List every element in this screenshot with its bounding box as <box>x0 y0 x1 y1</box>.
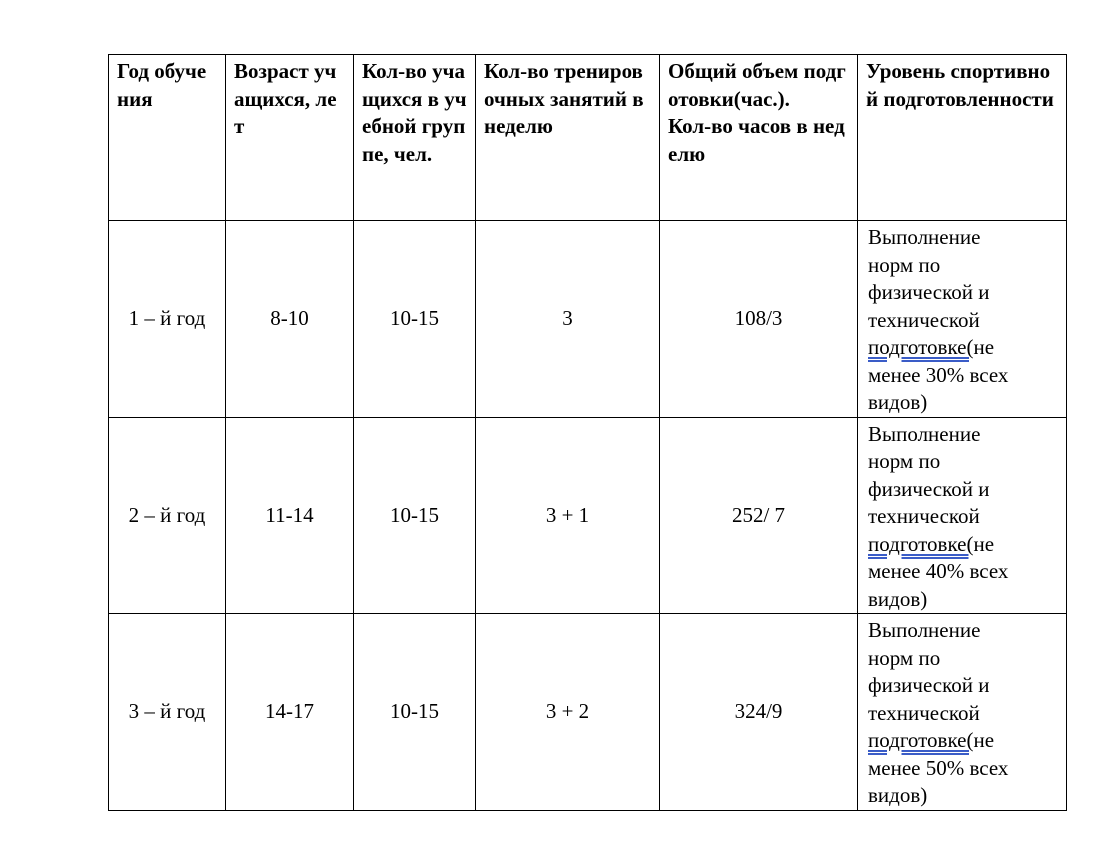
cell-hours: 108/3 <box>660 221 858 418</box>
level-line: менее 30% всех <box>868 362 1009 387</box>
header-students: Кол-во учащихся в учебной группе, чел. <box>354 55 476 221</box>
cell-level <box>858 221 1067 418</box>
cell-students: 10-15 <box>354 614 476 811</box>
cell-sessions: 3 + 1 <box>476 417 660 614</box>
cell-age: 8-10 <box>226 221 354 418</box>
table-row <box>109 614 1067 811</box>
header-hours: Общий объем подготовки(час.). Кол-во часов в неделю <box>660 55 858 221</box>
cell-students: 10-15 <box>354 417 476 614</box>
level-line: не <box>973 728 995 752</box>
level-line: технической <box>868 700 980 725</box>
spellcheck-underlined-word: подготовке( <box>868 531 974 556</box>
cell-year: 1 – й год <box>109 221 226 418</box>
level-line: Выполнение <box>868 225 981 249</box>
training-plan-table <box>108 54 1067 811</box>
table-row <box>109 221 1067 418</box>
level-line: норм по <box>868 645 941 670</box>
cell-age: 11-14 <box>226 417 354 614</box>
level-line: технической <box>868 504 980 528</box>
level-line: менее 40% всех <box>868 559 1009 583</box>
header-age: Возраст учащихся, лет <box>226 55 354 221</box>
level-line: Выполнение <box>868 421 981 446</box>
cell-level <box>858 417 1067 614</box>
level-line: норм по <box>868 449 941 473</box>
cell-students: 10-15 <box>354 221 476 418</box>
level-line: менее 50% всех <box>868 755 1009 780</box>
cell-hours: 324/9 <box>660 614 858 811</box>
header-year: Год обучения <box>109 55 226 221</box>
level-line: физической и <box>868 476 990 501</box>
level-line: технической <box>868 307 980 332</box>
spellcheck-underlined-word: подготовке( <box>868 728 974 752</box>
table-header-row <box>109 55 1067 221</box>
level-line: видов) <box>868 390 928 414</box>
level-line: не <box>973 335 995 359</box>
cell-year: 3 – й год <box>109 614 226 811</box>
cell-age: 14-17 <box>226 614 354 811</box>
cell-hours: 252/ 7 <box>660 417 858 614</box>
cell-year: 2 – й год <box>109 417 226 614</box>
level-line: видов) <box>868 783 928 807</box>
level-line: Выполнение <box>868 618 981 642</box>
header-sessions: Кол-во тренировочных занятий в неделю <box>476 55 660 221</box>
header-level: Уровень спортивной подготовленности <box>858 55 1067 221</box>
cell-sessions: 3 <box>476 221 660 418</box>
level-line: видов) <box>868 586 928 611</box>
spellcheck-underlined-word: подготовке( <box>868 335 974 359</box>
level-line: не <box>973 531 995 556</box>
level-line: норм по <box>868 252 941 277</box>
table-row <box>109 417 1067 614</box>
cell-sessions: 3 + 2 <box>476 614 660 811</box>
level-line: физической и <box>868 673 990 697</box>
level-line: физической и <box>868 280 990 304</box>
cell-level <box>858 614 1067 811</box>
